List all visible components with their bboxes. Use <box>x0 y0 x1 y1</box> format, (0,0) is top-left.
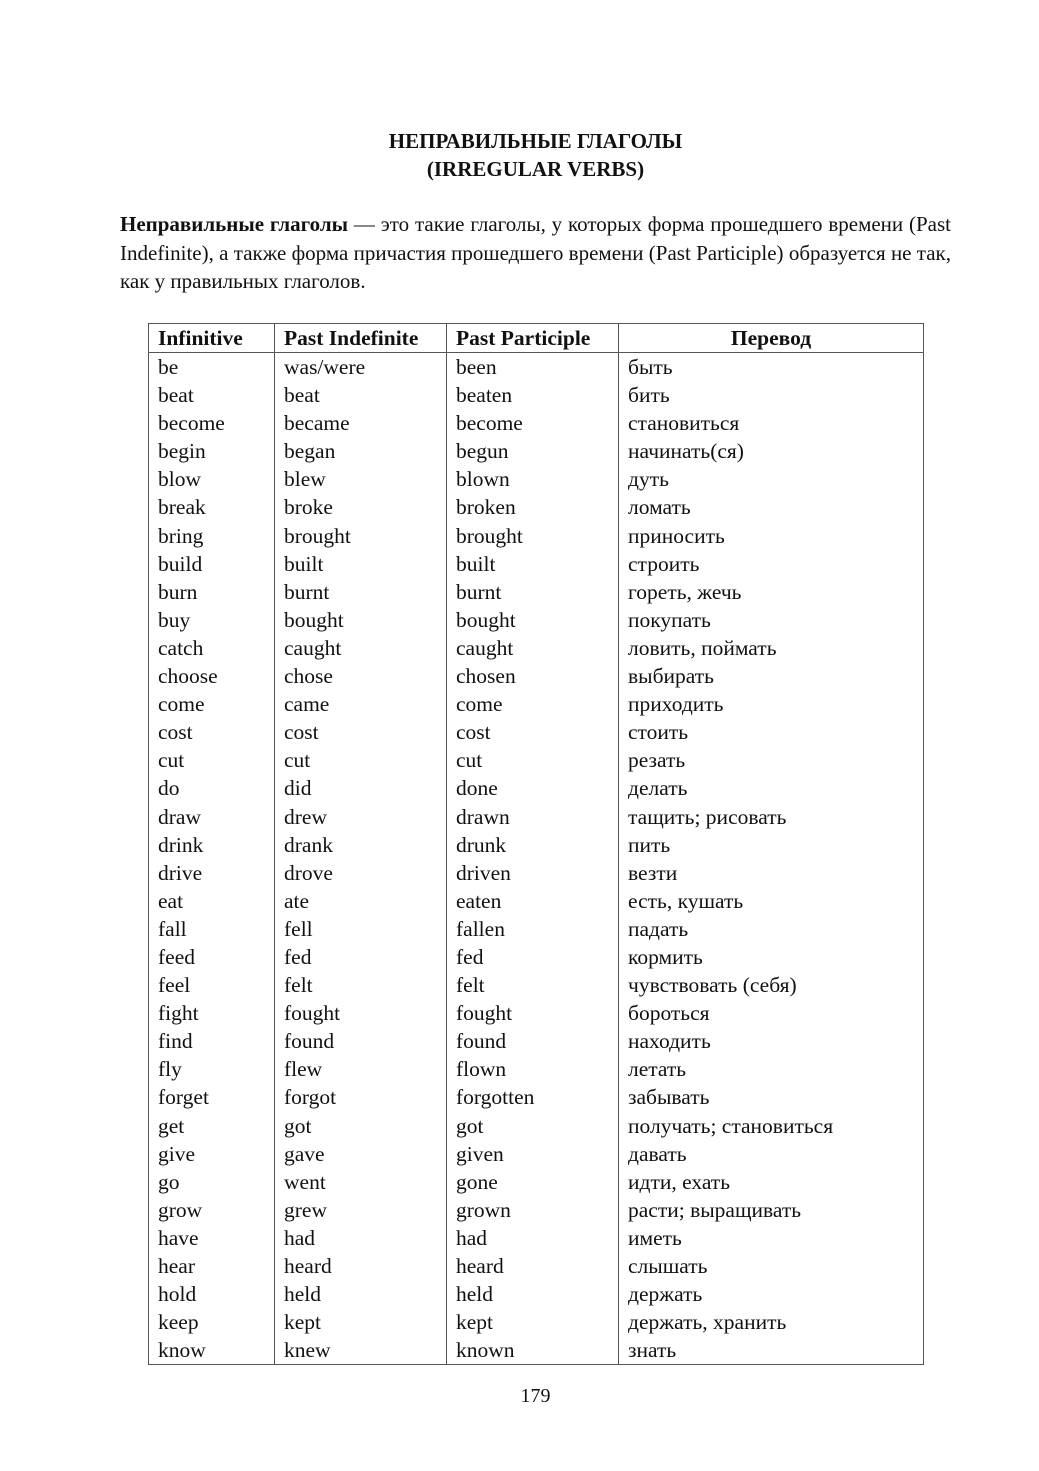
cell-past-participle: held <box>447 1280 619 1308</box>
cell-translation: бороться <box>619 999 924 1027</box>
cell-past-indefinite: had <box>275 1224 447 1252</box>
cell-infinitive: cut <box>149 746 275 774</box>
cell-translation: быть <box>619 353 924 382</box>
cell-translation: ловить, поймать <box>619 634 924 662</box>
cell-infinitive: drive <box>149 859 275 887</box>
table-row <box>149 437 924 465</box>
cell-past-participle: blown <box>447 465 619 493</box>
cell-past-participle: forgotten <box>447 1083 619 1111</box>
cell-past-participle: come <box>447 690 619 718</box>
cell-translation: приходить <box>619 690 924 718</box>
cell-infinitive: begin <box>149 437 275 465</box>
cell-past-indefinite: ate <box>275 887 447 915</box>
cell-translation: делать <box>619 774 924 802</box>
table-row <box>149 353 924 382</box>
cell-past-indefinite: drove <box>275 859 447 887</box>
cell-past-indefinite: went <box>275 1168 447 1196</box>
cell-translation: покупать <box>619 606 924 634</box>
cell-past-participle: burnt <box>447 578 619 606</box>
cell-past-participle: gone <box>447 1168 619 1196</box>
cell-infinitive: draw <box>149 803 275 831</box>
table-row <box>149 409 924 437</box>
cell-infinitive: eat <box>149 887 275 915</box>
intro-paragraph <box>120 210 951 296</box>
table-row <box>149 999 924 1027</box>
cell-infinitive: break <box>149 493 275 521</box>
cell-past-participle: had <box>447 1224 619 1252</box>
cell-translation: тащить; рисовать <box>619 803 924 831</box>
table-row <box>149 1168 924 1196</box>
cell-infinitive: come <box>149 690 275 718</box>
cell-infinitive: be <box>149 353 275 382</box>
cell-infinitive: bring <box>149 522 275 550</box>
cell-past-participle: broken <box>447 493 619 521</box>
table-row <box>149 634 924 662</box>
cell-translation: знать <box>619 1336 924 1365</box>
table-row <box>149 803 924 831</box>
table-row <box>149 718 924 746</box>
table-row <box>149 1083 924 1111</box>
cell-past-indefinite: knew <box>275 1336 447 1365</box>
cell-infinitive: buy <box>149 606 275 634</box>
cell-past-indefinite: beat <box>275 381 447 409</box>
cell-infinitive: drink <box>149 831 275 859</box>
table-row <box>149 774 924 802</box>
cell-translation: становиться <box>619 409 924 437</box>
cell-infinitive: beat <box>149 381 275 409</box>
cell-past-participle: felt <box>447 971 619 999</box>
cell-past-participle: drunk <box>447 831 619 859</box>
cell-past-participle: been <box>447 353 619 382</box>
cell-translation: держать <box>619 1280 924 1308</box>
cell-past-participle: fought <box>447 999 619 1027</box>
cell-translation: везти <box>619 859 924 887</box>
cell-infinitive: get <box>149 1112 275 1140</box>
cell-translation: резать <box>619 746 924 774</box>
cell-past-indefinite: was/were <box>275 353 447 382</box>
cell-infinitive: find <box>149 1027 275 1055</box>
cell-infinitive: build <box>149 550 275 578</box>
intro-term: Неправильные глаголы <box>120 212 349 236</box>
cell-past-indefinite: began <box>275 437 447 465</box>
cell-past-participle: found <box>447 1027 619 1055</box>
cell-infinitive: fall <box>149 915 275 943</box>
cell-past-indefinite: became <box>275 409 447 437</box>
cell-translation: приносить <box>619 522 924 550</box>
header-past-indefinite: Past Indefinite <box>275 324 447 353</box>
cell-infinitive: hear <box>149 1252 275 1280</box>
cell-past-indefinite: blew <box>275 465 447 493</box>
cell-past-indefinite: gave <box>275 1140 447 1168</box>
cell-infinitive: do <box>149 774 275 802</box>
cell-past-indefinite: burnt <box>275 578 447 606</box>
table-row <box>149 859 924 887</box>
cell-past-participle: driven <box>447 859 619 887</box>
cell-past-indefinite: got <box>275 1112 447 1140</box>
cell-infinitive: feel <box>149 971 275 999</box>
cell-translation: чувствовать (себя) <box>619 971 924 999</box>
cell-infinitive: cost <box>149 718 275 746</box>
cell-past-indefinite: forgot <box>275 1083 447 1111</box>
table-row <box>149 1140 924 1168</box>
cell-translation: идти, ехать <box>619 1168 924 1196</box>
table-row <box>149 1055 924 1083</box>
cell-translation: находить <box>619 1027 924 1055</box>
table-row <box>149 606 924 634</box>
header-translation: Перевод <box>619 324 924 353</box>
cell-past-participle: flown <box>447 1055 619 1083</box>
cell-past-indefinite: cost <box>275 718 447 746</box>
cell-translation: летать <box>619 1055 924 1083</box>
cell-infinitive: fly <box>149 1055 275 1083</box>
cell-infinitive: have <box>149 1224 275 1252</box>
cell-infinitive: hold <box>149 1280 275 1308</box>
cell-past-participle: drawn <box>447 803 619 831</box>
cell-infinitive: feed <box>149 943 275 971</box>
cell-past-participle: caught <box>447 634 619 662</box>
cell-past-participle: kept <box>447 1308 619 1336</box>
table-row <box>149 465 924 493</box>
intro-definition: — это такие глаголы, у которых форма прошедшего времени (Past Indefinite), а также форма причастия прошедшего времени (Past Participle) образуется не так, как у правильных глаголов. <box>120 212 951 293</box>
cell-past-participle: fallen <box>447 915 619 943</box>
page-title: НЕПРАВИЛЬНЫЕ ГЛАГОЛЫ <box>388 129 683 153</box>
cell-infinitive: choose <box>149 662 275 690</box>
table-row <box>149 1336 924 1365</box>
cell-past-indefinite: drew <box>275 803 447 831</box>
cell-past-participle: grown <box>447 1196 619 1224</box>
cell-past-indefinite: kept <box>275 1308 447 1336</box>
cell-infinitive: forget <box>149 1083 275 1111</box>
cell-past-participle: beaten <box>447 381 619 409</box>
table-row <box>149 1252 924 1280</box>
table-header-row <box>149 324 924 353</box>
table-row <box>149 1027 924 1055</box>
header-infinitive: Infinitive <box>149 324 275 353</box>
cell-infinitive: blow <box>149 465 275 493</box>
table-row <box>149 887 924 915</box>
cell-past-participle: bought <box>447 606 619 634</box>
cell-past-participle: known <box>447 1336 619 1365</box>
cell-past-participle: heard <box>447 1252 619 1280</box>
cell-past-indefinite: felt <box>275 971 447 999</box>
cell-infinitive: know <box>149 1336 275 1365</box>
table-row <box>149 578 924 606</box>
cell-translation: получать; становиться <box>619 1112 924 1140</box>
table-row <box>149 550 924 578</box>
table-row <box>149 522 924 550</box>
table-row <box>149 690 924 718</box>
cell-translation: выбирать <box>619 662 924 690</box>
cell-past-indefinite: cut <box>275 746 447 774</box>
cell-infinitive: burn <box>149 578 275 606</box>
table-row <box>149 662 924 690</box>
cell-translation: дуть <box>619 465 924 493</box>
table-body <box>149 353 924 1365</box>
cell-past-participle: begun <box>447 437 619 465</box>
cell-past-indefinite: fell <box>275 915 447 943</box>
cell-past-indefinite: built <box>275 550 447 578</box>
table-row <box>149 1112 924 1140</box>
cell-translation: есть, кушать <box>619 887 924 915</box>
cell-infinitive: keep <box>149 1308 275 1336</box>
cell-past-participle: built <box>447 550 619 578</box>
cell-past-indefinite: drank <box>275 831 447 859</box>
header-past-participle: Past Participle <box>447 324 619 353</box>
cell-past-participle: brought <box>447 522 619 550</box>
table-row <box>149 1196 924 1224</box>
cell-translation: кормить <box>619 943 924 971</box>
cell-infinitive: catch <box>149 634 275 662</box>
cell-translation: гореть, жечь <box>619 578 924 606</box>
cell-past-indefinite: came <box>275 690 447 718</box>
cell-past-indefinite: bought <box>275 606 447 634</box>
cell-past-participle: got <box>447 1112 619 1140</box>
cell-translation: бить <box>619 381 924 409</box>
cell-past-indefinite: did <box>275 774 447 802</box>
cell-infinitive: give <box>149 1140 275 1168</box>
cell-infinitive: become <box>149 409 275 437</box>
cell-past-participle: chosen <box>447 662 619 690</box>
cell-translation: начинать(ся) <box>619 437 924 465</box>
cell-infinitive: fight <box>149 999 275 1027</box>
cell-translation: строить <box>619 550 924 578</box>
cell-past-indefinite: brought <box>275 522 447 550</box>
cell-past-indefinite: fought <box>275 999 447 1027</box>
cell-past-indefinite: caught <box>275 634 447 662</box>
cell-translation: расти; выращивать <box>619 1196 924 1224</box>
table-row <box>149 943 924 971</box>
cell-past-participle: given <box>447 1140 619 1168</box>
cell-past-indefinite: held <box>275 1280 447 1308</box>
cell-translation: стоить <box>619 718 924 746</box>
cell-past-participle: fed <box>447 943 619 971</box>
cell-translation: ломать <box>619 493 924 521</box>
cell-past-participle: cut <box>447 746 619 774</box>
cell-past-participle: become <box>447 409 619 437</box>
table-row <box>149 915 924 943</box>
cell-translation: слышать <box>619 1252 924 1280</box>
cell-past-indefinite: grew <box>275 1196 447 1224</box>
cell-past-indefinite: broke <box>275 493 447 521</box>
cell-infinitive: go <box>149 1168 275 1196</box>
cell-translation: держать, хранить <box>619 1308 924 1336</box>
cell-past-participle: eaten <box>447 887 619 915</box>
cell-translation: забывать <box>619 1083 924 1111</box>
irregular-verbs-table <box>148 323 924 1365</box>
cell-past-indefinite: heard <box>275 1252 447 1280</box>
table-row <box>149 746 924 774</box>
table-row <box>149 1280 924 1308</box>
table-row <box>149 1224 924 1252</box>
cell-translation: давать <box>619 1140 924 1168</box>
cell-past-indefinite: found <box>275 1027 447 1055</box>
cell-infinitive: grow <box>149 1196 275 1224</box>
table-row <box>149 971 924 999</box>
cell-past-indefinite: fed <box>275 943 447 971</box>
table-row <box>149 1308 924 1336</box>
cell-past-participle: cost <box>447 718 619 746</box>
cell-past-indefinite: flew <box>275 1055 447 1083</box>
page-number: 179 <box>520 1385 551 1407</box>
page-subtitle: (IRREGULAR VERBS) <box>426 157 645 181</box>
table-row <box>149 831 924 859</box>
cell-past-participle: done <box>447 774 619 802</box>
table-row <box>149 381 924 409</box>
table-row <box>149 493 924 521</box>
cell-translation: пить <box>619 831 924 859</box>
cell-translation: иметь <box>619 1224 924 1252</box>
cell-translation: падать <box>619 915 924 943</box>
cell-past-indefinite: chose <box>275 662 447 690</box>
